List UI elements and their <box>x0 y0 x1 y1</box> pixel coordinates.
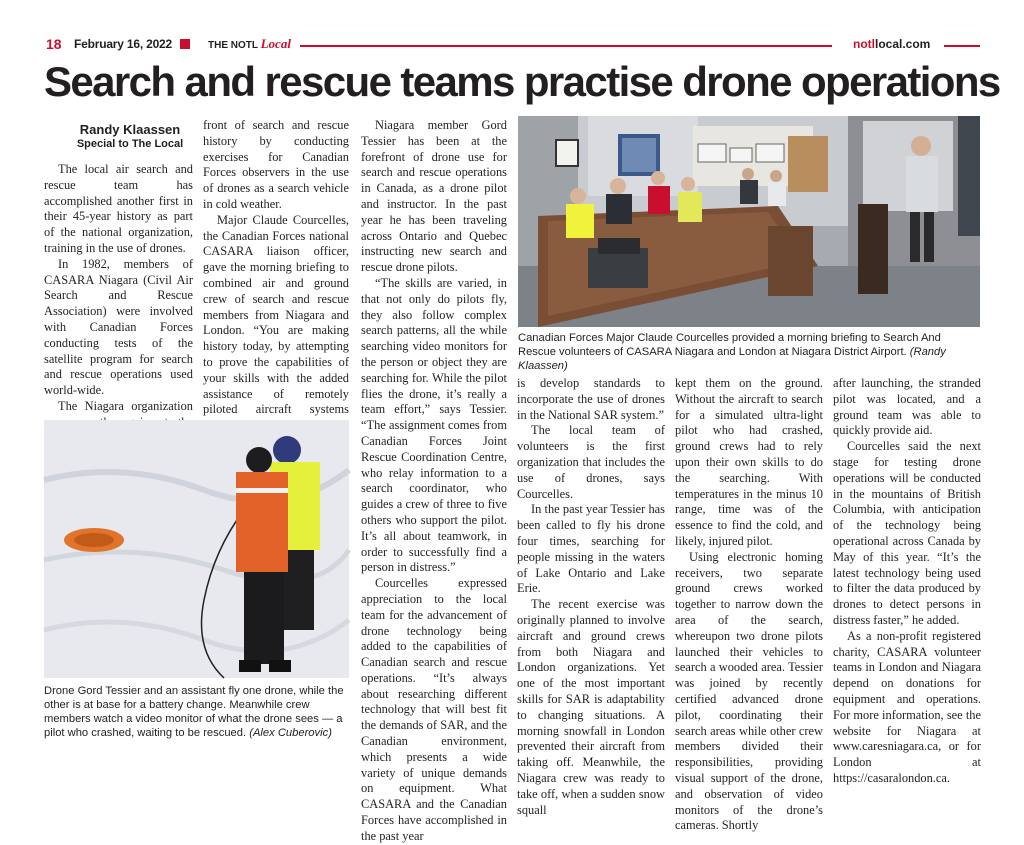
briefing-room-image <box>518 116 980 327</box>
paragraph: Niagara member Gord Tessier has been at the forefront of drone use for search and rescue operations in Canada, as a drone pilot and instructor. In the past year he has been traveling across Ontario and Quebec instructing new search and rescue drone pilots. <box>361 118 507 275</box>
paragraph: In 1982, members of CASARA Niagara (Civil Air Search and Rescue Association) were involved with Canadian Forces conducting tests of the satellite program for search and rescue operations used world-wide. <box>44 256 193 398</box>
header-rule-right <box>944 45 980 47</box>
paragraph: “The skills are varied, in that not only do pilots fly, they also follow complex search patterns, all the while searching video monitors for the person or object they are searching for. While the pilot flies the drone, it’s really a team effort,” says Tessier. “The assignment comes from Canadian Forces Joint Rescue Coordination Centre, who relay information to a search coordinator, who guides a crew of three to five others who support the pilot. It’s all about teamwork, in order to successfully find a person in distress.” <box>361 275 507 575</box>
paragraph: Courcelles expressed appreciation to the local team for the advancement of drone technology being added to the capabilities of Canadian search and rescue operations. “It’s always about researching different technology that will best fit the demands of SAR, and the Canadian environment, which presents a wide variety of unique demands on equipment. What CASARA and the Canadian Forces have accomplished in the past year <box>361 576 507 843</box>
paragraph: kept them on the ground. Without the aircraft to search for a simulated ultra-light pilot who had crashed, ground crews had to rely upon their own skills to do the searching. With temperatures in the minus 10 range, time was of the essence to find the cold, and likely, injured pilot. <box>675 376 823 548</box>
paragraph: The Niagara organization <box>58 398 193 413</box>
briefing-photo-caption: Canadian Forces Major Claude Courcelles provided a morning briefing to Search And Rescue volunteers of CASARA Niagara and London at Niagara District Airport. (Randy Klaassen) <box>518 332 946 372</box>
paragraph: Courcelles said the next stage for testing drone operations will be conducted in the mountains of British Columbia, with anticipation of the technology being operational across Canada by May of this year. “It’s the latest technology being used to filter the data produced by drones to detect persons in distress faster,” he added. <box>833 439 981 627</box>
article-column-2 <box>203 118 349 450</box>
site-url: notllocal.com <box>853 37 931 51</box>
drone-snow-image <box>44 420 349 678</box>
article-column-5 <box>675 376 823 834</box>
drone-snow-photo <box>44 420 349 678</box>
page-header <box>0 32 1024 58</box>
header-rule <box>300 45 832 47</box>
paragraph: Using electronic homing receivers, two separate ground crews worked together to narrow down the area of the search, whereupon two drone pilots launched their vehicles to search a wooded area. Tessier was joined by recently certified advanced drone pilot, coordinating their search areas while other crew members divided their responsibilities, providing visual support of the drone, and observation of video monitors of the drone’s cameras. Shortly <box>675 549 823 833</box>
article-column-4 <box>517 376 665 818</box>
article-column-1 <box>44 162 193 446</box>
photo-credit: (Randy Klaassen) <box>518 346 946 372</box>
photo-credit: (Alex Cuberovic) <box>249 727 332 739</box>
paragraph: The recent exercise was originally planned to involve aircraft and ground crews from both Niagara and London organizations. Yet one of the most important skills for SAR is adaptability to changing situations. A morning snowfall in London prevented their aircraft from taking off. Meanwhile, the Niagara crew was ready to take off, when a sudden snow squall <box>517 597 665 817</box>
paragraph: In the past year Tessier has been called to fly his drone four times, searching for people missing in the waters of Lake Ontario and Lake Erie. <box>517 502 665 596</box>
briefing-room-photo <box>518 116 980 327</box>
paragraph: after launching, the stranded pilot was located, and a ground team was able to quickly provide aid. <box>833 376 981 438</box>
author-name: Randy Klaassen <box>79 122 181 137</box>
headline: Search and rescue teams practise drone operations <box>44 58 1000 105</box>
paragraph: Major Claude Courcelles, the Canadian Forces national CASARA liaison officer, gave the morning briefing to combined air and ground crew of search and rescue members from Niagara and London. “You are making history today, by attempting to prove the capabilities of your skills with the added assistance of remotely piloted aircraft systems <box>203 212 349 417</box>
paragraph: The local team of volunteers is the first organization that includes the use of drones, says Courcelles. <box>517 423 665 501</box>
drone-photo-caption: Drone Gord Tessier and an assistant fly one drone, while the other is at base for a battery change. Meanwhile crew members watch a video monitor of what the drone sees — a pilot who crashed, waiting to be rescued. (Alex Cuberovic) <box>44 685 344 739</box>
article-column-3 <box>361 118 507 845</box>
paragraph: front of search and rescue history by conducting exercises for Canadian Forces observers in the use of drones as a search vehicle in cold weather. <box>203 118 349 211</box>
article-column-6 <box>833 376 981 787</box>
page-number: 18 <box>46 36 62 52</box>
byline <box>60 122 200 150</box>
paragraph: As a non-profit registered charity, CASARA volunteer teams in London and Niagara depend on donations for equipment and operations. For more information, see the website for Niagara at www.caresniagara.ca, or for London at https://casaralondon.ca. <box>833 628 981 785</box>
issue-date: February 16, 2022 <box>74 37 172 51</box>
author-role: Special to The Local <box>76 138 184 150</box>
paragraph: is develop standards to incorporate the use of drones in the National SAR system.” <box>517 376 665 422</box>
header-square-ornament <box>180 39 190 49</box>
paragraph: The local air search and rescue team has accomplished another first in their 45-year history as part of the national organization, training in the use of drones. <box>44 162 193 255</box>
brand-logo: THE NOTL Local <box>208 36 291 51</box>
